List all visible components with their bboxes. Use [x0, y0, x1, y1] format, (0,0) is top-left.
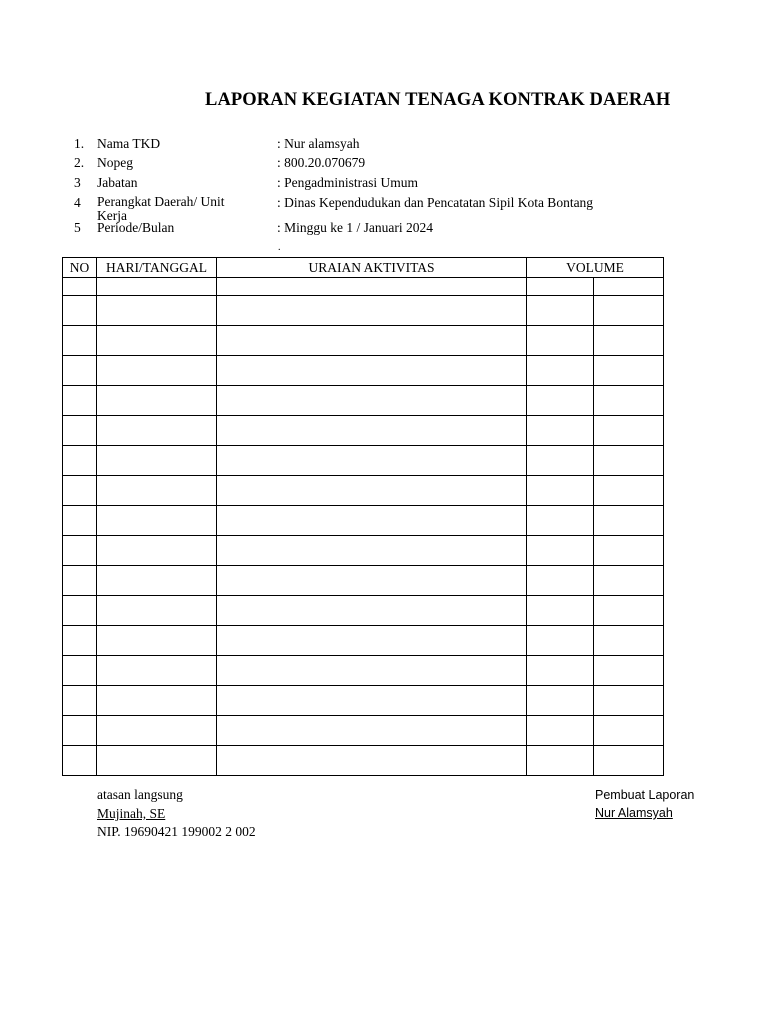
table-cell	[527, 356, 594, 386]
table-cell	[527, 686, 594, 716]
table-cell	[527, 386, 594, 416]
signature-right-name: Nur Alamsyah	[595, 806, 673, 820]
info-number: 3	[74, 175, 81, 190]
table-cell	[217, 656, 527, 686]
table-cell	[217, 716, 527, 746]
table-cell	[63, 746, 97, 776]
table-cell	[594, 656, 664, 686]
table-cell	[217, 296, 527, 326]
table-cell	[97, 596, 217, 626]
table-cell	[63, 536, 97, 566]
table-cell	[217, 506, 527, 536]
info-value: : Dinas Kependudukan dan Pencatatan Sipil Kota Bontang	[277, 195, 594, 210]
table-cell	[527, 278, 594, 296]
table-cell	[217, 626, 527, 656]
table-cell	[97, 446, 217, 476]
table-cell	[527, 296, 594, 326]
table-cell	[217, 536, 527, 566]
table-cell	[97, 626, 217, 656]
info-number: 2.	[74, 155, 85, 170]
table-cell	[594, 536, 664, 566]
table-cell	[594, 686, 664, 716]
table-cell	[527, 566, 594, 596]
table-cell	[594, 296, 664, 326]
table-cell	[97, 326, 217, 356]
signature-left-name: Mujinah, SE	[97, 806, 166, 821]
table-row	[63, 446, 664, 476]
table-cell	[527, 326, 594, 356]
signature-right-role: Pembuat Laporan	[595, 788, 695, 802]
info-value: : Nur alamsyah	[277, 136, 360, 151]
table-cell	[217, 566, 527, 596]
table-cell	[594, 476, 664, 506]
table-cell	[97, 386, 217, 416]
table-row	[63, 686, 664, 716]
table-cell	[217, 356, 527, 386]
table-cell	[217, 686, 527, 716]
table-cell	[217, 278, 527, 296]
table-cell	[97, 278, 217, 296]
table-cell	[594, 716, 664, 746]
table-cell	[63, 566, 97, 596]
table-cell	[97, 716, 217, 746]
table-cell	[63, 386, 97, 416]
table-cell	[63, 446, 97, 476]
table-row	[63, 746, 664, 776]
table-row	[63, 626, 664, 656]
signature-left-role: atasan langsung	[97, 787, 183, 802]
table-cell	[217, 476, 527, 506]
info-value: : Minggu ke 1 / Januari 2024	[277, 220, 433, 235]
table-cell	[594, 278, 664, 296]
table-cell	[594, 416, 664, 446]
table-cell	[217, 326, 527, 356]
table-cell	[527, 746, 594, 776]
activity-table	[62, 257, 664, 776]
table-cell	[63, 356, 97, 386]
table-cell	[63, 278, 97, 296]
table-cell	[527, 476, 594, 506]
header-no: NO	[63, 258, 97, 278]
table-cell	[63, 686, 97, 716]
table-row	[63, 326, 664, 356]
info-label: Jabatan	[97, 175, 138, 190]
table-subheader-row	[63, 278, 664, 296]
table-cell	[594, 446, 664, 476]
table-row	[63, 656, 664, 686]
table-cell	[97, 356, 217, 386]
table-cell	[527, 506, 594, 536]
table-cell	[594, 626, 664, 656]
info-number: 5	[74, 220, 81, 235]
table-cell	[594, 596, 664, 626]
table-row	[63, 416, 664, 446]
info-number: 1.	[74, 136, 85, 151]
table-cell	[97, 656, 217, 686]
table-cell	[97, 566, 217, 596]
info-label: Nopeg	[97, 155, 133, 170]
info-label: Perangkat Daerah/ Unit Kerja	[97, 194, 225, 223]
report-title: LAPORAN KEGIATAN TENAGA KONTRAK DAERAH	[205, 90, 671, 110]
table-cell	[594, 566, 664, 596]
table-cell	[97, 686, 217, 716]
table-row	[63, 566, 664, 596]
table-row	[63, 536, 664, 566]
table-cell	[217, 386, 527, 416]
table-cell	[217, 746, 527, 776]
header-activity: URAIAN AKTIVITAS	[217, 258, 527, 278]
table-row	[63, 296, 664, 326]
table-cell	[63, 716, 97, 746]
table-cell	[97, 296, 217, 326]
table-cell	[594, 506, 664, 536]
table-cell	[217, 596, 527, 626]
header-volume: VOLUME	[527, 258, 664, 278]
table-cell	[594, 356, 664, 386]
table-cell	[527, 656, 594, 686]
table-cell	[97, 476, 217, 506]
table-cell	[63, 506, 97, 536]
header-date: HARI/TANGGAL	[97, 258, 217, 278]
info-number: 4	[74, 195, 81, 210]
table-cell	[527, 716, 594, 746]
stray-dot: .	[278, 242, 281, 253]
table-cell	[527, 536, 594, 566]
table-cell	[97, 746, 217, 776]
info-value: : 800.20.070679	[277, 155, 366, 170]
table-cell	[63, 656, 97, 686]
table-cell	[63, 596, 97, 626]
table-cell	[63, 296, 97, 326]
table-cell	[97, 536, 217, 566]
info-value: : Pengadministrasi Umum	[277, 175, 418, 190]
table-cell	[63, 416, 97, 446]
table-cell	[594, 386, 664, 416]
table-cell	[527, 626, 594, 656]
table-row	[63, 716, 664, 746]
signature-left-nip: NIP. 19690421 199002 2 002	[97, 824, 256, 839]
table-cell	[594, 326, 664, 356]
table-cell	[594, 746, 664, 776]
table-cell	[63, 626, 97, 656]
table-cell	[217, 416, 527, 446]
table-header-row	[63, 258, 664, 278]
table-cell	[97, 416, 217, 446]
table-cell	[527, 446, 594, 476]
table-cell	[217, 446, 527, 476]
table-cell	[527, 596, 594, 626]
table-cell	[97, 506, 217, 536]
table-row	[63, 356, 664, 386]
table-row	[63, 386, 664, 416]
info-label: Periode/Bulan	[97, 220, 175, 235]
table-row	[63, 476, 664, 506]
table-cell	[63, 476, 97, 506]
info-label: Nama TKD	[97, 136, 161, 151]
table-row	[63, 506, 664, 536]
table-cell	[527, 416, 594, 446]
table-cell	[63, 326, 97, 356]
table-row	[63, 596, 664, 626]
